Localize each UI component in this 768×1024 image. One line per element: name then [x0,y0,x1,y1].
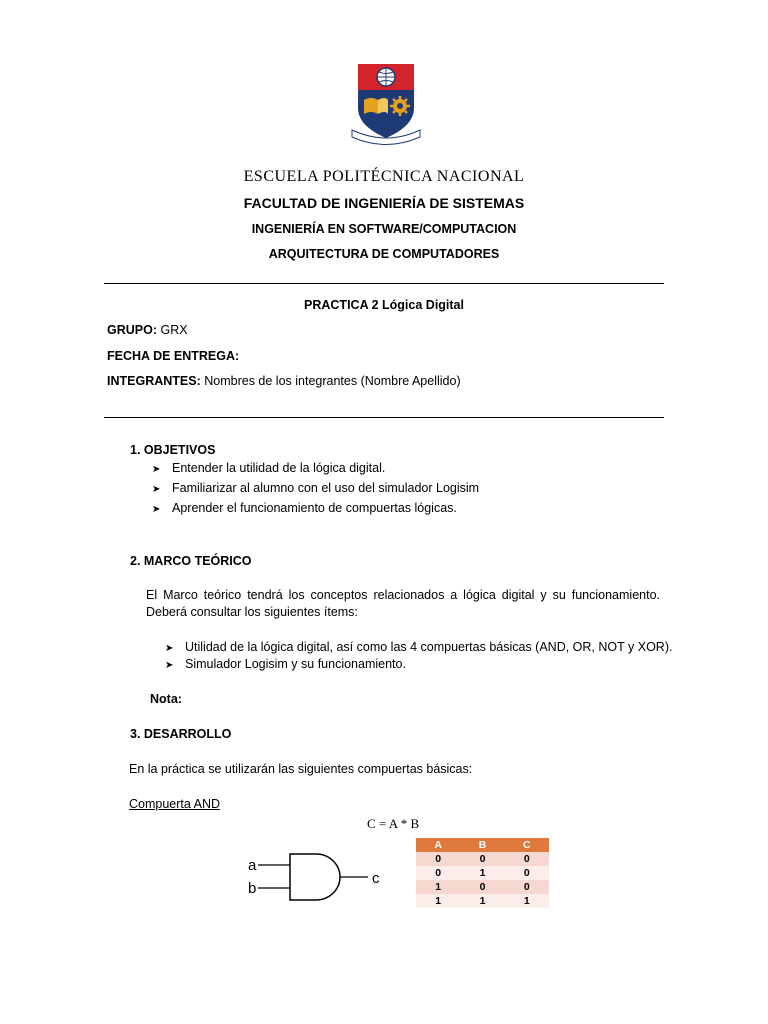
table-cell: 1 [416,894,460,908]
practice-title: PRACTICA 2 Lógica Digital [304,298,464,312]
input-a-label: a [248,857,257,874]
table-cell: 0 [416,866,460,880]
table-row [416,866,549,880]
development-intro: En la práctica se utilizarán las siguientes compuertas básicas: [129,762,473,776]
group-field [107,323,188,337]
theory-note: Nota: [150,692,182,706]
and-formula: C = A * B [367,816,420,831]
date-field [107,349,239,363]
arrow-bullet-icon: ➤ [165,643,174,654]
table-row [416,852,549,866]
table-cell: 0 [505,866,549,880]
list-item: ➤ Familiarizar al alumno con el uso del simulador Logisim [152,481,480,495]
members-value: Nombres de los integrantes (Nombre Apellido) [204,374,461,388]
table-cell: 1 [416,880,460,894]
group-label: GRUPO: [107,323,157,337]
book-icon [364,98,378,114]
members-label: INTEGRANTES: [107,374,201,388]
table-cell: 0 [505,852,549,866]
list-item: ➤ Entender la utilidad de la lógica digital. [152,461,386,475]
table-header-cell: C [505,838,549,852]
divider-top [104,283,664,284]
table-header-cell: B [460,838,504,852]
school-name: ESCUELA POLITÉCNICA NACIONAL [243,168,525,185]
university-logo [350,60,422,148]
faculty-name: FACULTAD DE INGENIERÍA DE SISTEMAS [243,195,525,211]
table-cell: 0 [460,852,504,866]
table-row [416,880,549,894]
subject-name: ARQUITECTURA DE COMPUTADORES [268,247,500,261]
arrow-bullet-icon: ➤ [152,504,161,515]
table-cell: 0 [416,852,460,866]
group-value: GRX [160,323,188,337]
table-cell: 1 [460,894,504,908]
date-label: FECHA DE ENTREGA: [107,349,240,363]
divider-bottom [104,417,664,418]
theory-paragraph: El Marco teórico tendrá los conceptos relacionados a lógica digital y su funcionamiento. Deberá consultar los siguientes ítems: [146,588,660,619]
list-item: ➤ Aprender el funcionamiento de compuertas lógicas. [152,501,457,515]
section-development-title: 3. DESARROLLO [130,727,232,741]
list-item: ➤ Utilidad de la lógica digital, así como las 4 compuertas básicas (AND, OR, NOT y XOR). [165,640,673,654]
arrow-bullet-icon: ➤ [152,484,161,495]
table-header-row [416,838,549,852]
and-gate-title: Compuerta AND [129,797,221,811]
input-b-label: b [248,880,257,897]
and-truth-table [416,838,549,908]
career-name: INGENIERÍA EN SOFTWARE/COMPUTACION [251,222,517,236]
list-item: ➤ Simulador Logisim y su funcionamiento. [165,657,406,671]
section-objectives-title: 1. OBJETIVOS [130,443,216,457]
output-c-label: c [372,870,380,887]
table-header-cell: A [416,838,460,852]
table-cell: 0 [460,880,504,894]
arrow-bullet-icon: ➤ [165,660,174,671]
table-cell: 0 [505,880,549,894]
and-gate-diagram [240,850,400,904]
members-field [107,374,461,388]
arrow-bullet-icon: ➤ [152,464,161,475]
table-cell: 1 [505,894,549,908]
and-gate-icon [290,854,340,900]
section-theory-title: 2. MARCO TEÓRICO [130,554,252,568]
table-cell: 1 [460,866,504,880]
table-row [416,894,549,908]
